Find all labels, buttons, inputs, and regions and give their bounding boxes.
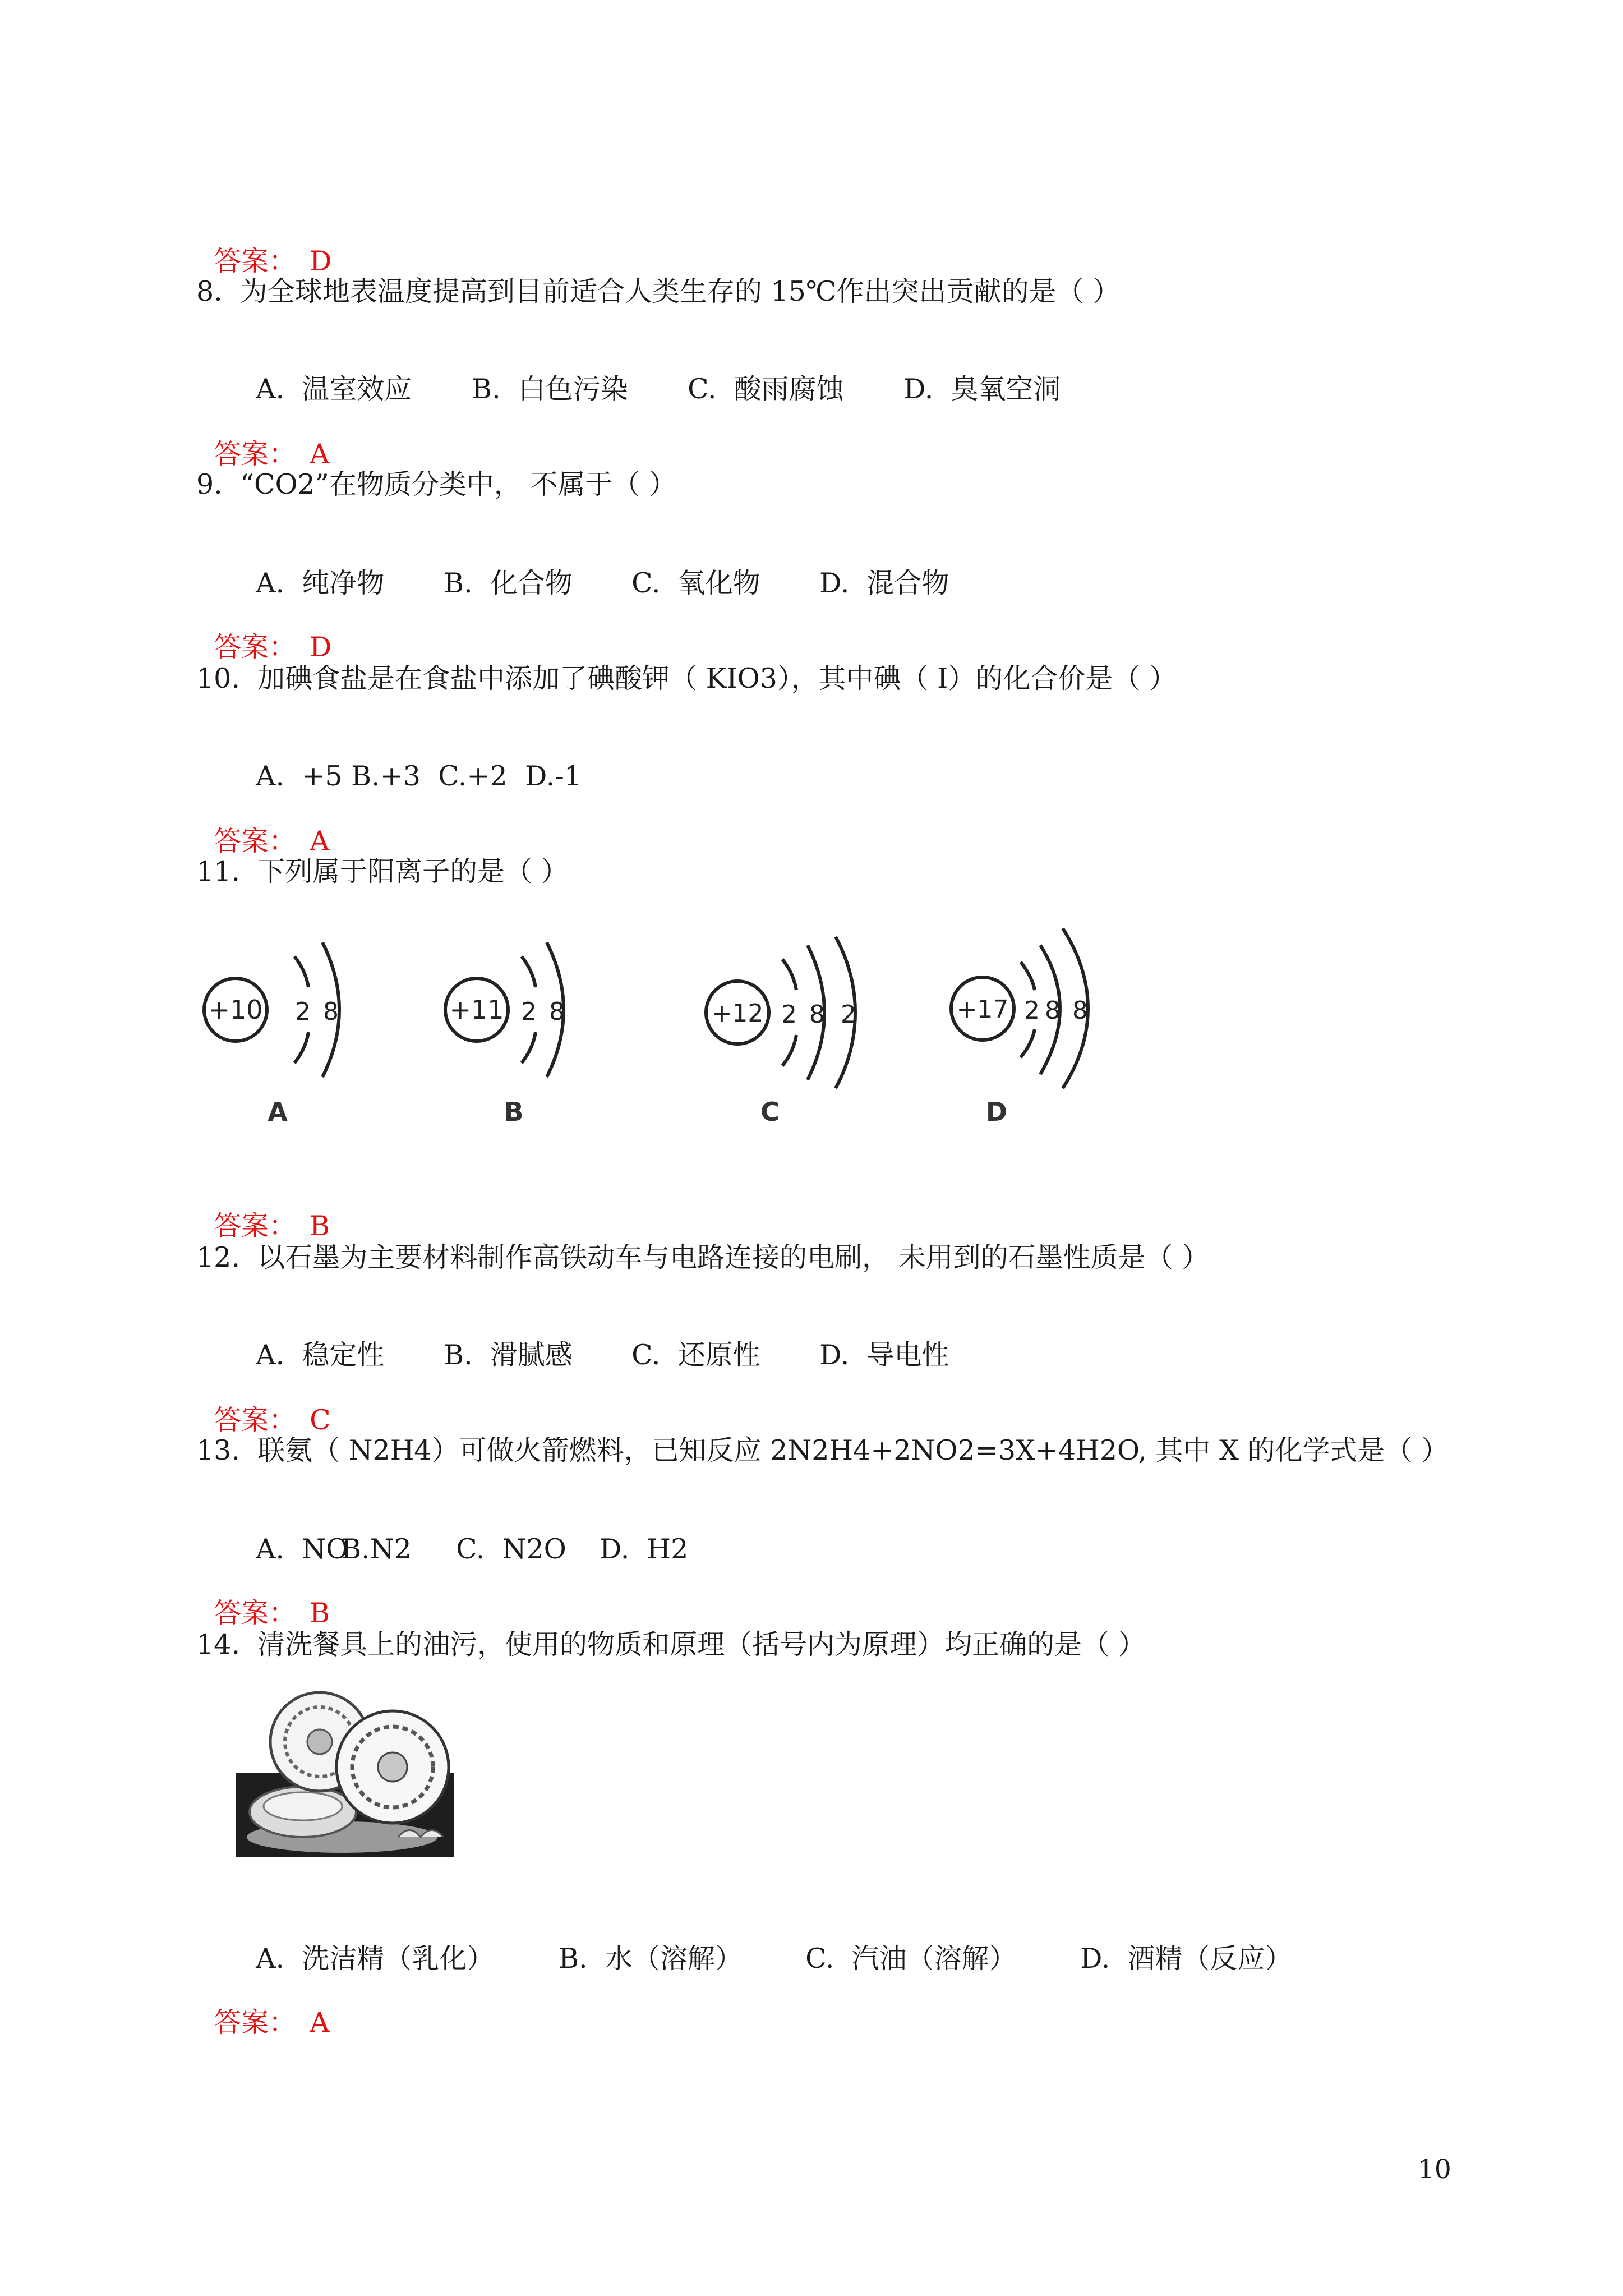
options-12 <box>238 1305 949 1372</box>
option-c: C.+2 <box>438 760 508 792</box>
answer-line <box>196 1563 330 1630</box>
answer-line <box>196 1370 331 1437</box>
shell-arc <box>1021 1029 1035 1057</box>
option-c: C. 汽油（溶解） <box>805 1943 1017 1975</box>
option-a: A. 温室效应 <box>256 373 412 405</box>
shell-arc <box>522 956 536 987</box>
answer-label: 答案： <box>214 1210 297 1242</box>
atom-letter: B <box>504 1097 524 1127</box>
plate-center <box>307 1729 332 1754</box>
answer-label: 答案： <box>214 2007 297 2039</box>
bowl-rim <box>264 1792 342 1820</box>
option-a: A. 纯净物 <box>256 567 385 599</box>
plate-center <box>378 1752 407 1782</box>
answer-line <box>196 1972 330 2040</box>
options-14 <box>238 1908 1292 1976</box>
shell-arc <box>782 959 796 990</box>
shell-arc <box>294 1032 308 1063</box>
option-d: D. 酒精（反应） <box>1080 1943 1293 1975</box>
atom-a-svg <box>196 920 432 1099</box>
option-c: C. N2O <box>456 1533 566 1565</box>
dishes-photo <box>236 1688 454 1857</box>
options-10 <box>238 726 582 793</box>
option-c: C. 氧化物 <box>631 567 760 599</box>
page-number: 10 <box>1418 2154 1451 2185</box>
answer-line <box>196 791 330 858</box>
shell-electrons: 2 <box>1024 996 1040 1025</box>
shell-arc <box>522 1032 536 1063</box>
options-9 <box>238 533 949 600</box>
question-9: 9. “CO2”在物质分类中， 不属于（ ） <box>196 468 676 500</box>
shell-arc <box>1021 962 1035 990</box>
shell-electrons: 8 <box>809 1000 825 1029</box>
atom-d-svg <box>942 920 1178 1099</box>
option-a: A. 稳定性 <box>256 1339 385 1371</box>
question-13: 13. 联氨（ N2H4）可做火箭燃料，已知反应 2N2H4+2NO2=3X+4H2O, 其中 X 的化学式是（ ） <box>196 1434 1449 1466</box>
atom-structure-figures <box>196 920 1150 1144</box>
option-d: D. 混合物 <box>819 567 949 599</box>
answer-line <box>196 597 331 664</box>
question-11: 11. 下列属于阳离子的是（ ） <box>196 855 569 887</box>
atom-diagram-d <box>942 920 1178 1144</box>
answer-label: 答案： <box>214 438 297 470</box>
option-d: D. 臭氧空洞 <box>903 373 1061 405</box>
shell-electrons: 2 <box>295 997 311 1026</box>
nucleus-charge: +12 <box>711 999 764 1028</box>
option-a: A. +5 <box>256 760 343 792</box>
option-c: C. 还原性 <box>631 1339 760 1371</box>
answer-value: D <box>310 245 332 277</box>
option-d: D. H2 <box>600 1533 689 1565</box>
answer-label: 答案： <box>214 1597 297 1629</box>
shell-arc <box>294 956 308 987</box>
answer-value: A <box>310 2007 330 2039</box>
atom-letter: D <box>985 1097 1008 1127</box>
question-12: 12. 以石墨为主要材料制作高铁动车与电路连接的电刷， 未用到的石墨性质是（ ） <box>196 1241 1210 1273</box>
option-b: B. 白色污染 <box>472 373 628 405</box>
answer-label: 答案： <box>214 1404 297 1436</box>
option-c: C. 酸雨腐蚀 <box>688 373 844 405</box>
options-8 <box>238 339 1061 406</box>
option-b: B.N2 <box>341 1533 412 1565</box>
atom-b-svg <box>437 920 673 1099</box>
option-b: B. 化合物 <box>444 567 573 599</box>
option-b: B.+3 <box>351 760 421 792</box>
option-a: A. NO <box>256 1533 349 1565</box>
shell-arc <box>782 1035 796 1066</box>
question-10: 10. 加碘食盐是在食盐中添加了碘酸钾（ KIO3），其中碘（ I）的化合价是（ ） <box>196 662 1177 694</box>
atom-diagram-b <box>437 920 673 1144</box>
answer-value: A <box>310 438 330 470</box>
answer-line <box>196 1176 330 1243</box>
atom-letter: A <box>268 1097 288 1127</box>
option-a: A. 洗洁精（乳化） <box>256 1943 495 1975</box>
answer-value: D <box>310 631 332 663</box>
question-8: 8. 为全球地表温度提高到目前适合人类生存的 15℃作出突出贡献的是（ ） <box>196 275 1121 307</box>
answer-label: 答案： <box>214 631 297 663</box>
shell-electrons: 2 <box>781 1000 797 1029</box>
nucleus-charge: +11 <box>449 995 504 1025</box>
option-d: D. 导电性 <box>819 1339 949 1371</box>
question-14: 14. 清洗餐具上的油污，使用的物质和原理（括号内为原理）均正确的是（ ） <box>196 1628 1146 1660</box>
shell-electrons: 8 <box>1072 996 1088 1025</box>
atom-c-svg <box>698 920 934 1099</box>
answer-label: 答案： <box>214 245 297 277</box>
atom-diagram-a <box>196 920 432 1144</box>
shell-electrons: 2 <box>521 997 537 1026</box>
answer-value: C <box>310 1404 331 1436</box>
shell-electrons: 2 <box>841 1000 856 1029</box>
answer-value: A <box>310 825 330 857</box>
option-b: B. 水（溶解） <box>559 1943 743 1975</box>
answer-label: 答案： <box>214 825 297 857</box>
answer-line <box>196 404 330 471</box>
answer-value: B <box>310 1210 330 1242</box>
shell-electrons: 8 <box>323 997 339 1026</box>
shell-electrons: 8 <box>1045 996 1061 1025</box>
nucleus-charge: +17 <box>956 995 1009 1024</box>
answer-value: B <box>310 1597 330 1629</box>
nucleus-charge: +10 <box>208 995 263 1025</box>
option-d: D.-1 <box>525 760 582 792</box>
atom-diagram-c <box>698 920 934 1144</box>
atom-letter: C <box>760 1097 780 1127</box>
shell-electrons: 8 <box>549 997 565 1026</box>
options-13 <box>238 1499 688 1566</box>
option-b: B. 滑腻感 <box>444 1339 573 1371</box>
answer-line <box>196 211 331 278</box>
